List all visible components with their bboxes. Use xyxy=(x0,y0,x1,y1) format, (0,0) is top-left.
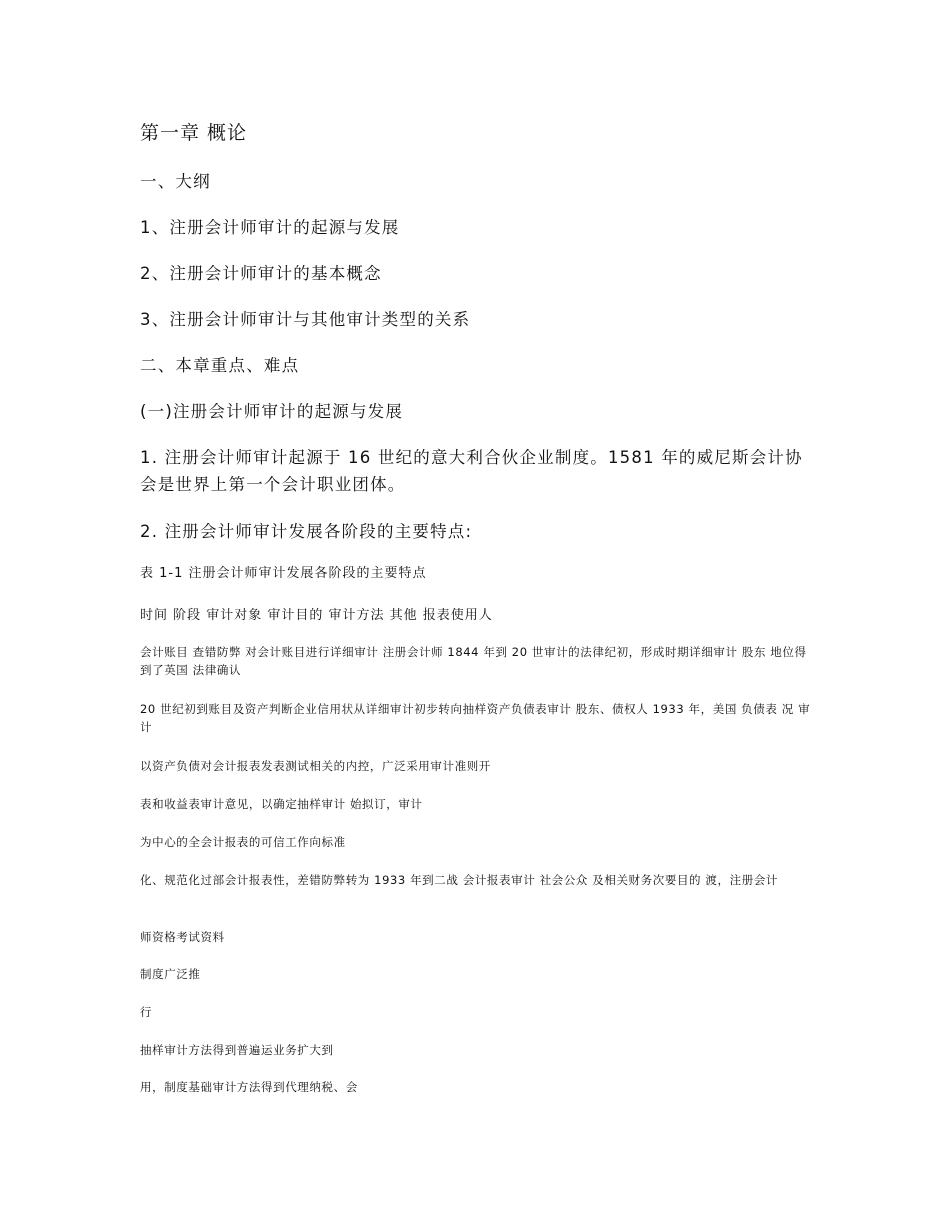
table-line: 用，制度基础审计方法得到代理纳税、会 xyxy=(140,1080,358,1094)
section-heading: (一)注册会计师审计的起源与发展 xyxy=(140,402,404,421)
table-line: 表和收益表审计意见，以确定抽样审计 始拟订，审计 xyxy=(140,797,423,811)
key-points-heading: 二、本章重点、难点 xyxy=(140,356,300,375)
table-line: 会计账目 查错防弊 对会计账目进行详细审计 注册会计师 1844 年到 20 世审计的法律纪初，形成时期详细审计 股东 地位得到了英国 法律确认 xyxy=(140,645,807,677)
table-line: 抽样审计方法得到普遍运业务扩大到 xyxy=(140,1043,334,1057)
table-line: 化、规范化过部会计报表性，差错防弊转为 1933 年到二战 会计报表审计 社会公众 及相关财务次要目的 渡，注册会计 xyxy=(140,873,778,887)
table-header: 时间 阶段 审计对象 审计目的 审计方法 其他 报表使用人 xyxy=(140,608,493,623)
table-caption: 表 1-1 注册会计师审计发展各阶段的主要特点 xyxy=(140,566,427,581)
outline-item-2: 2、注册会计师审计的基本概念 xyxy=(140,264,382,283)
paragraph-stages: 2. 注册会计师审计发展各阶段的主要特点: xyxy=(140,522,473,541)
table-line: 为中心的全会计报表的可信工作向标准 xyxy=(140,835,346,849)
chapter-title: 第一章 概论 xyxy=(140,122,248,144)
outline-heading: 一、大纲 xyxy=(140,172,211,191)
table-line: 20 世纪初到账目及资产判断企业信用状从详细审计初步转向抽样资产负债表审计 股东、债权人 1933 年，美国 负债表 况 审计 xyxy=(140,702,811,734)
table-line: 以资产负债对会计报表发表测试相关的内控，广泛采用审计准则开 xyxy=(140,759,491,773)
outline-item-1: 1、注册会计师审计的起源与发展 xyxy=(140,218,400,237)
outline-item-3: 3、注册会计师审计与其他审计类型的关系 xyxy=(140,310,471,329)
table-line: 师资格考试资料 xyxy=(140,930,225,944)
table-line: 制度广泛推 xyxy=(140,967,201,981)
paragraph-origin: 1. 注册会计师审计起源于 16 世纪的意大利合伙企业制度。1581 年的威尼斯会计协会是世界上第一个会计职业团体。 xyxy=(140,448,803,494)
table-line: 行 xyxy=(140,1005,153,1019)
